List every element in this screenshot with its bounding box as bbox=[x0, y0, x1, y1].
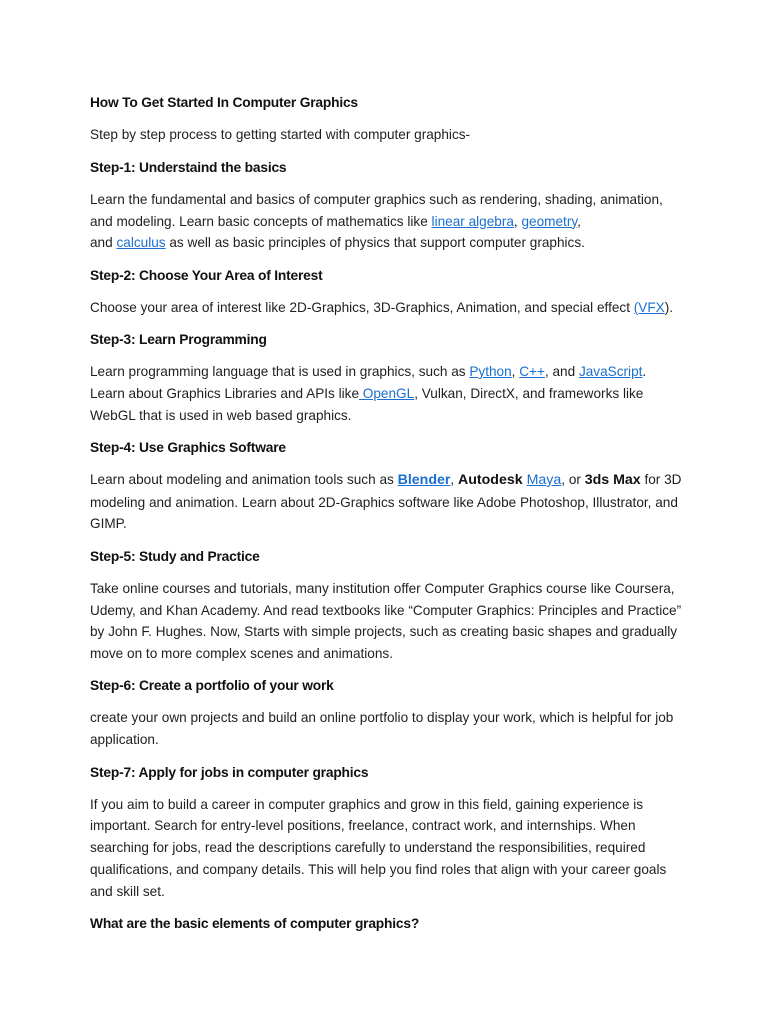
text-run: as well as basic principles of physics that support computer graphics. bbox=[165, 235, 585, 251]
text-run: Learn the fundamental and basics of computer graphics such as rendering, shading, animation, and modeling. Learn basic concepts of mathematics like bbox=[90, 191, 663, 229]
document-body bbox=[90, 92, 682, 934]
step-3-paragraph bbox=[90, 361, 682, 426]
text-run: , bbox=[511, 363, 520, 379]
step-2-heading: Step-2: Choose Your Area of Interest bbox=[90, 267, 323, 283]
text-run: , or bbox=[561, 471, 585, 487]
link-javascript[interactable]: JavaScript bbox=[578, 363, 643, 379]
step-4-heading: Step-4: Use Graphics Software bbox=[90, 439, 286, 455]
text-run: , Vulkan, DirectX, and frameworks like WebGL that is used in web based graphics. bbox=[90, 385, 644, 423]
link-opengl[interactable]: OpenGL bbox=[359, 385, 415, 401]
text-run: Choose your area of interest like 2D-Graphics, 3D-Graphics, Animation, and special effect bbox=[90, 299, 634, 315]
text-run: . Learn about Graphics Libraries and APIs like bbox=[90, 363, 647, 401]
text-run: , and bbox=[544, 363, 579, 379]
intro-paragraph: Step by step process to getting started with computer graphics- bbox=[90, 127, 471, 142]
step-3-heading: Step-3: Learn Programming bbox=[90, 331, 267, 347]
link-calculus[interactable]: calculus bbox=[116, 235, 166, 251]
link-python[interactable]: Python bbox=[469, 363, 512, 379]
text-run: , bbox=[513, 213, 522, 229]
text-run: Learn about modeling and animation tools such as bbox=[90, 471, 398, 487]
link-geometry[interactable]: geometry bbox=[521, 213, 578, 229]
text-run: for 3D modeling and animation. Learn about 2D-Graphics software like Adobe Photoshop, Illustrator, and GIMP. bbox=[90, 471, 682, 532]
step-6-paragraph: create your own projects and build an online portfolio to display your work, which is helpful for job application. bbox=[90, 710, 674, 748]
text-run: Learn programming language that is used in graphics, such as bbox=[90, 363, 470, 379]
step-6-heading: Step-6: Create a portfolio of your work bbox=[90, 678, 334, 694]
step-2-paragraph bbox=[90, 297, 682, 319]
link-vfx[interactable]: (VFX bbox=[633, 299, 665, 315]
text-run: , bbox=[577, 213, 581, 229]
step-1-paragraph bbox=[90, 189, 682, 254]
link-maya[interactable]: Maya bbox=[526, 471, 562, 488]
step-7-heading: Step-7: Apply for jobs in computer graphics bbox=[90, 764, 369, 780]
step-7-paragraph: If you aim to build a career in computer graphics and grow in this field, gaining experience is important. Search for entry-level positions, freelance, contract work, and internships. When searching for jobs, read the descriptions carefully to understand the responsibilities, required qualifications, and company details. This will help you find roles that align with your career goals and skill set. bbox=[90, 796, 667, 899]
step-4-paragraph bbox=[90, 469, 682, 535]
brand-3ds-max: 3ds Max bbox=[584, 471, 641, 488]
text-run: and bbox=[90, 235, 117, 251]
link-linear-algebra[interactable]: linear algebra bbox=[431, 213, 514, 229]
text-run: , bbox=[450, 471, 458, 487]
link-cpp[interactable]: C++ bbox=[519, 363, 545, 379]
step-1-heading: Step-1: Understaind the basics bbox=[90, 159, 287, 175]
link-blender[interactable]: Blender bbox=[397, 471, 451, 488]
step-5-heading: Step-5: Study and Practice bbox=[90, 548, 260, 564]
document-title: How To Get Started In Computer Graphics bbox=[90, 95, 358, 110]
closing-heading: What are the basic elements of computer graphics? bbox=[90, 916, 420, 932]
brand-autodesk: Autodesk bbox=[457, 471, 527, 488]
text-run: ). bbox=[664, 299, 674, 315]
step-5-paragraph: Take online courses and tutorials, many institution offer Computer Graphics course like Coursera, Udemy, and Khan Academy. And read textbooks like “Computer Graphics: Principles and Practice” by John F. Hughes. Now, Starts with simple projects, such as creating basic shapes and gradually move on to more complex scenes and animations. bbox=[90, 580, 682, 662]
